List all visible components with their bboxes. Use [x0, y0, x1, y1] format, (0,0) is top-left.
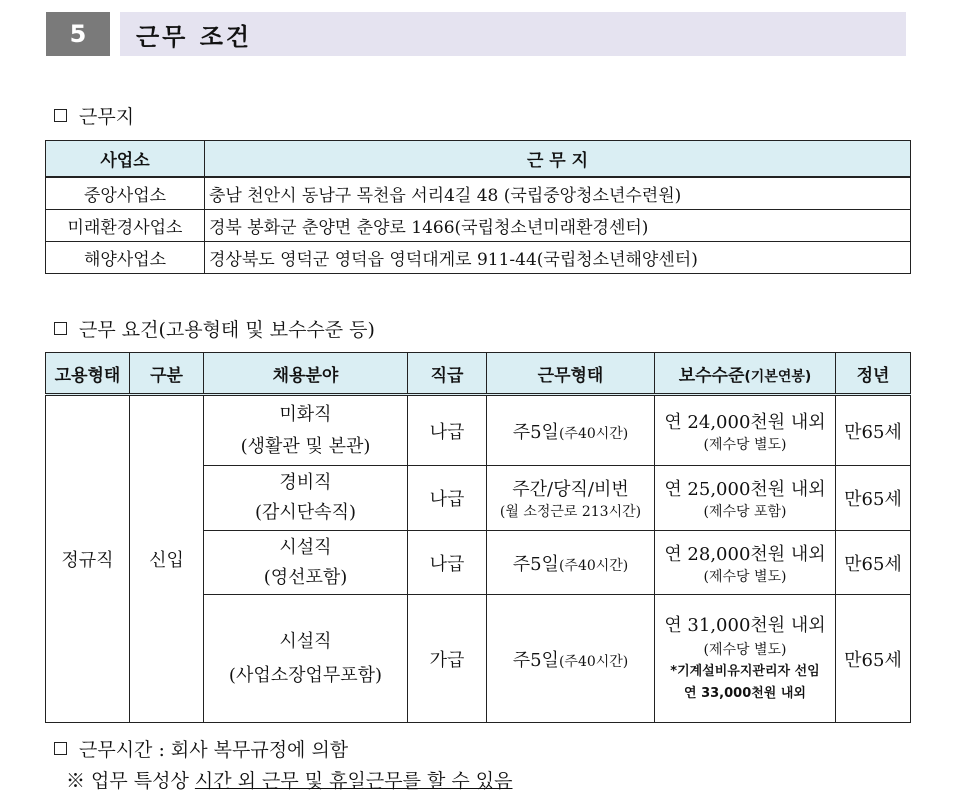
work-type-cell	[487, 531, 655, 595]
pay-note: (제수당 별도)	[703, 436, 787, 453]
header-employment: 고용형태	[46, 353, 130, 395]
conditions-heading-text: 근무 요건(고용형태 및 보수수준 등)	[79, 319, 375, 341]
field-cell	[204, 395, 408, 466]
field-name: 시설직	[279, 536, 332, 558]
workplace-table	[45, 140, 911, 274]
header-pay-main: 보수수준	[678, 365, 745, 386]
work-type-cell	[487, 395, 655, 466]
retire-cell: 만65세	[836, 531, 911, 595]
pay-extra-note: *기계설비유지관리자 선임	[670, 663, 820, 679]
note-prefix: ※ 업무 특성상	[66, 770, 195, 792]
header-pay	[655, 353, 836, 395]
header-pay-sub: (기본연봉)	[744, 368, 812, 385]
retire-cell: 만65세	[836, 466, 911, 531]
note-underlined: 시간 외 근무 및 휴일근무를 할 수 있음	[194, 770, 513, 792]
header-work-type: 근무형태	[487, 353, 655, 395]
pay-note: (제수당 별도)	[703, 641, 787, 658]
table-row	[46, 395, 911, 466]
checkbox-square-icon	[54, 742, 67, 755]
address-cell: 경상북도 영덕군 영덕읍 영덕대게로 911-44(국립청소년해양센터)	[205, 242, 911, 274]
header-address: 근 무 지	[205, 141, 911, 178]
section-title-bar	[120, 12, 906, 56]
work-sub: (주40시간)	[558, 557, 629, 574]
field-sub: (사업소장업무포함)	[228, 664, 383, 686]
header-grade: 직급	[408, 353, 487, 395]
office-cell: 미래환경사업소	[46, 210, 205, 242]
work-hours-text: 근무시간 : 회사 복무규정에 의함	[79, 739, 349, 761]
work-type-cell	[487, 466, 655, 531]
table-row	[46, 177, 911, 210]
pay-extra-amount: 연 33,000천원 내외	[683, 685, 806, 701]
work-main: 주5일	[512, 553, 559, 575]
overtime-note	[66, 766, 512, 793]
pay-cell	[655, 395, 836, 466]
office-cell: 해양사업소	[46, 242, 205, 274]
work-sub: (주40시간)	[558, 425, 629, 442]
address-cell: 경북 봉화군 춘양면 춘양로 1466(국립청소년미래환경센터)	[205, 210, 911, 242]
field-name: 미화직	[279, 403, 332, 425]
work-sub: (주40시간)	[558, 653, 629, 670]
grade-cell: 나급	[408, 395, 487, 466]
pay-amount: 연 28,000천원 내외	[664, 543, 826, 565]
pay-cell	[655, 531, 836, 595]
section-title: 근무 조건	[136, 22, 253, 51]
office-cell: 중앙사업소	[46, 177, 205, 210]
work-type-cell	[487, 595, 655, 723]
pay-cell	[655, 595, 836, 723]
pay-amount: 연 24,000천원 내외	[664, 411, 826, 433]
category-cell: 신입	[130, 395, 204, 723]
workplace-heading-text: 근무지	[79, 106, 135, 128]
field-name: 경비직	[279, 472, 332, 493]
table-row	[46, 210, 911, 242]
pay-amount: 연 25,000천원 내외	[664, 479, 826, 500]
pay-note: (제수당 포함)	[703, 504, 787, 520]
pay-amount: 연 31,000천원 내외	[664, 614, 826, 636]
header-office: 사업소	[46, 141, 205, 178]
pay-cell	[655, 466, 836, 531]
field-name: 시설직	[279, 630, 332, 652]
field-sub: (영선포함)	[263, 566, 348, 588]
employment-cell: 정규직	[46, 395, 130, 723]
checkbox-square-icon	[54, 109, 67, 122]
address-cell: 충남 천안시 동남구 목천읍 서리4길 48 (국립중앙청소년수련원)	[205, 177, 911, 210]
section-number: 5	[46, 12, 110, 56]
field-cell	[204, 531, 408, 595]
work-main: 주5일	[512, 421, 559, 443]
header-retire: 정년	[836, 353, 911, 395]
work-hours-line	[54, 735, 348, 762]
field-sub: (생활관 및 본관)	[240, 435, 371, 457]
header-field: 채용분야	[204, 353, 408, 395]
header-category: 구분	[130, 353, 204, 395]
conditions-table	[45, 352, 911, 723]
retire-cell: 만65세	[836, 395, 911, 466]
grade-cell: 나급	[408, 466, 487, 531]
field-cell	[204, 466, 408, 531]
workplace-heading	[54, 102, 134, 129]
field-sub: (감시단속직)	[255, 502, 356, 523]
grade-cell: 가급	[408, 595, 487, 723]
work-main: 주간/당직/비번	[512, 479, 629, 500]
grade-cell: 나급	[408, 531, 487, 595]
checkbox-square-icon	[54, 322, 67, 335]
table-row	[46, 242, 911, 274]
conditions-heading	[54, 315, 375, 342]
work-main: 주5일	[512, 649, 559, 671]
retire-cell: 만65세	[836, 595, 911, 723]
field-cell	[204, 595, 408, 723]
work-sub: (월 소정근로 213시간)	[499, 504, 642, 520]
pay-note: (제수당 별도)	[703, 568, 787, 585]
